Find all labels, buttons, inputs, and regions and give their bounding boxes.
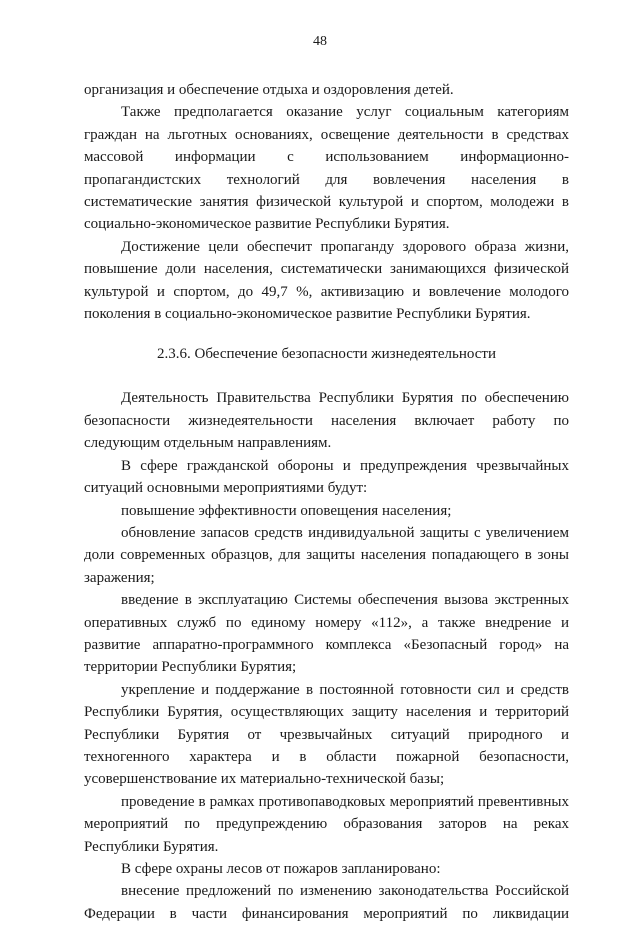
document-body bbox=[84, 79, 569, 925]
list-item: внесение предложений по изменению законодательства Российской Федерации в части финансирования мероприятий по ликвидации bbox=[84, 883, 569, 922]
paragraph: организация и обеспечение отдыха и оздоровления детей. bbox=[84, 82, 454, 98]
list-item: повышение эффективности оповещения населения; bbox=[121, 502, 452, 519]
list-item: введение в эксплуатацию Системы обеспечения вызова экстренных оперативных служб по единому номеру «112», а также внедрение и развитие аппаратно-программного комплекса «Безопасный город» на территории Республики Бурятия; bbox=[84, 592, 569, 676]
paragraph: В сфере гражданской обороны и предупреждения чрезвычайных ситуаций основными мероприятиями будут: bbox=[84, 457, 569, 497]
paragraph: В сфере охраны лесов от пожаров запланировано: bbox=[121, 861, 441, 877]
paragraph: Деятельность Правительства Республики Бурятия по обеспечению безопасности жизнедеятельности населения включает работу по следующим отдельным направлениям. bbox=[84, 390, 569, 452]
paragraph: Достижение цели обеспечит пропаганду здорового образа жизни, повышение доли населения, систематически занимающихся физической культурой и спортом, до 49,7 %, активизацию и вовлечение молодого поколения в социально-экономическое развитие Республики Бурятия. bbox=[84, 238, 569, 323]
list-item: укрепление и поддержание в постоянной готовности сил и средств Республики Бурятия, осуществляющих защиту населения и территорий Республики Бурятия от чрезвычайных ситуаций природного и техногенного характера и в области пожарной безопасности, усовершенствование их материально-технической базы; bbox=[84, 681, 569, 788]
list-item: проведение в рамках противопаводковых мероприятий превентивных мероприятий по предупреждению образования заторов на реках Республики Бурятия. bbox=[84, 793, 569, 855]
paragraph: Также предполагается оказание услуг социальным категориям граждан на льготных основаниях, освещение деятельности в средствах массовой информации с использованием информационно-пропагандистских технологий для вовлечения населения в систематические занятия физической культурой и спортом, молодежи в социально-экономическое развитие Республики Бурятия. bbox=[84, 104, 569, 233]
page-number: 48 bbox=[313, 34, 327, 49]
section-heading: 2.3.6. Обеспечение безопасности жизнедеятельности bbox=[157, 346, 496, 363]
list-item: обновление запасов средств индивидуальной защиты с увеличением доли современных образцов, для защиты населения попадающего в зоны заражения; bbox=[84, 524, 569, 586]
